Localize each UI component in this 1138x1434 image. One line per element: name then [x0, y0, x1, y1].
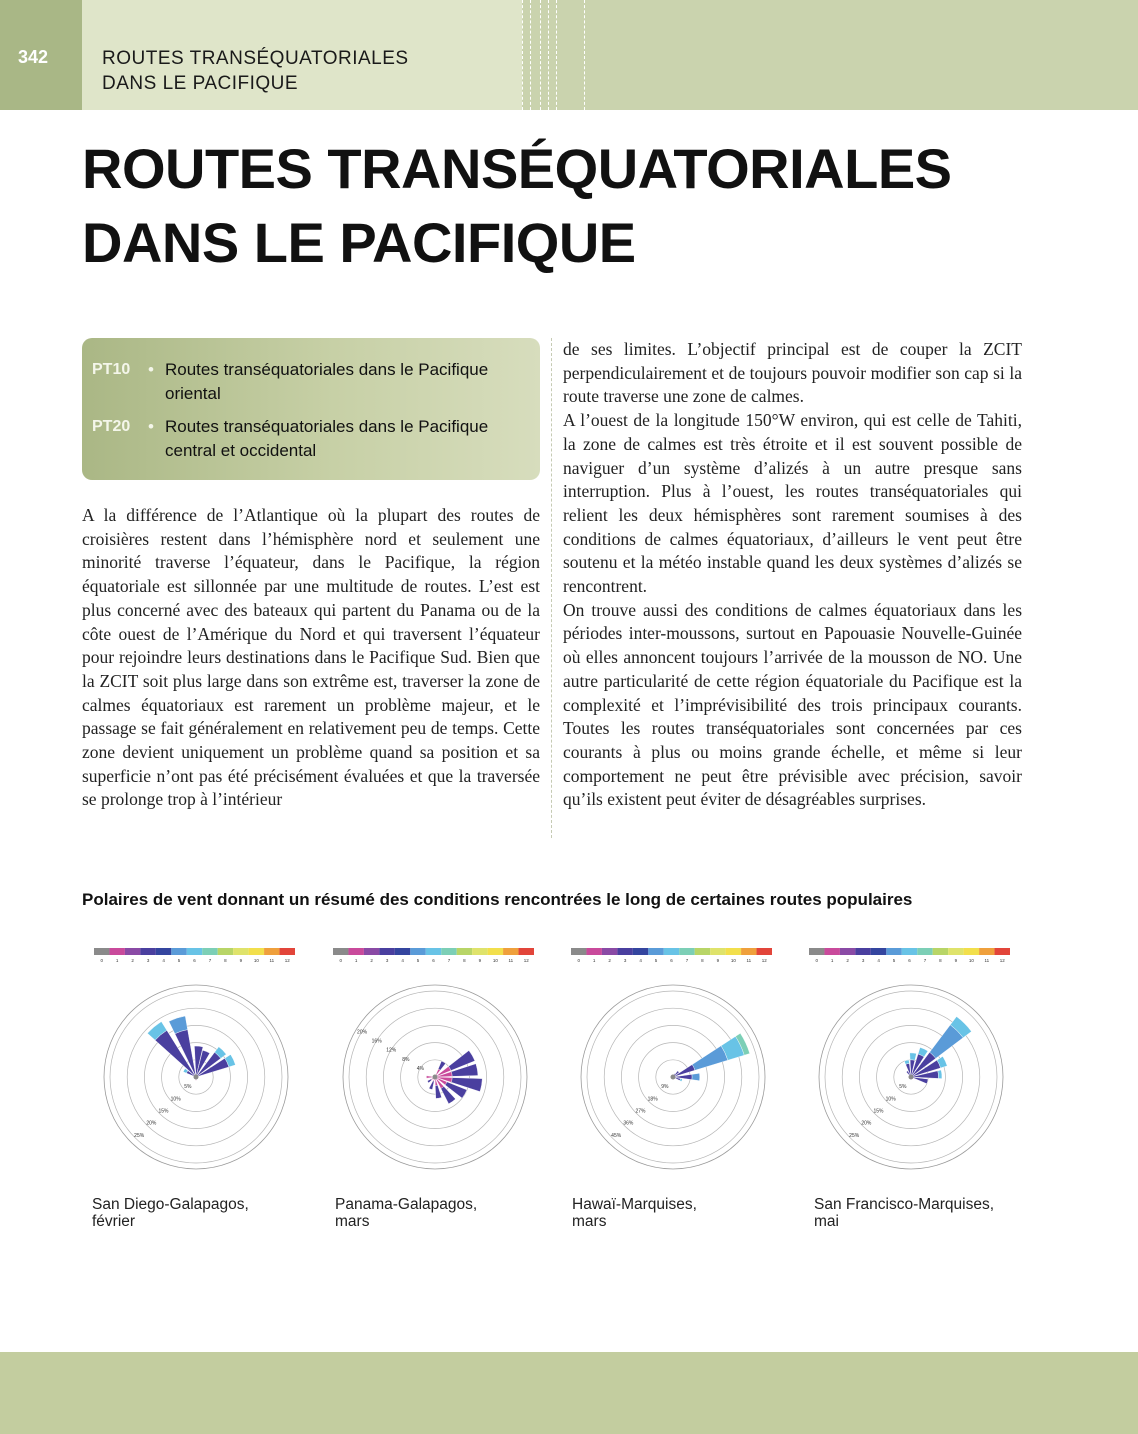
scale-label: 0: [100, 958, 103, 963]
scale-swatch: [633, 948, 648, 955]
scale-swatch: [886, 948, 901, 955]
scale-swatch: [333, 948, 348, 955]
ring-label: 45%: [611, 1132, 622, 1139]
route-text: Routes transéquatoriales dans le Pacifique oriental: [165, 360, 489, 403]
scale-label: 9: [239, 958, 243, 963]
chart-label-line1: San Diego-Galapagos,: [92, 1196, 249, 1213]
scale-swatch: [695, 948, 710, 955]
scale-label: 8: [463, 958, 466, 963]
scale-swatch: [379, 948, 394, 955]
ring-label: 5%: [184, 1084, 192, 1091]
route-text: Routes transéquatoriales dans le Pacifique central et occidental: [165, 417, 489, 460]
bullet-icon: •: [148, 417, 154, 436]
ring-label: 10%: [170, 1096, 181, 1103]
wind-polar-chart: [331, 944, 541, 1179]
scale-label: 7: [447, 958, 451, 963]
body-paragraph: de ses limites. L’objectif principal est de couper la ZCIT perpendiculairement et de toujours pouvoir modifier son cap si la route traverse une zone de calmes.: [563, 339, 1022, 407]
scale-label: 0: [815, 958, 818, 963]
scale-swatch: [348, 948, 363, 955]
body-column-right: [563, 338, 1022, 812]
scale-label: 4: [162, 958, 165, 963]
scale-swatch: [586, 948, 601, 955]
scale-label: 6: [193, 958, 196, 963]
scale-label: 3: [623, 958, 627, 963]
chart-label-line1: Hawaï-Marquises,: [572, 1196, 697, 1213]
scale-swatch: [187, 948, 202, 955]
scale-swatch: [871, 948, 886, 955]
wind-petal: [938, 1070, 942, 1079]
running-header: [82, 0, 522, 110]
scale-swatch: [571, 948, 586, 955]
scale-label: 6: [670, 958, 673, 963]
scale-swatch: [809, 948, 824, 955]
ring-label: 20%: [146, 1120, 157, 1127]
scale-swatch: [726, 948, 741, 955]
scale-label: 3: [861, 958, 865, 963]
bullet-icon: •: [148, 360, 154, 379]
chart-label-line2: mars: [572, 1213, 607, 1230]
calm-center: [909, 1075, 914, 1080]
chart-label: [814, 1196, 994, 1230]
scale-label: 12: [523, 958, 529, 963]
scale-label: 1: [115, 958, 119, 963]
scale-swatch: [855, 948, 870, 955]
scale-swatch: [933, 948, 948, 955]
title-line1: ROUTES TRANSÉQUATORIALES: [82, 137, 952, 200]
header-divider: [584, 0, 585, 110]
chart-label-line2: mai: [814, 1213, 839, 1230]
scale-label: 5: [654, 958, 658, 963]
scale-swatch: [488, 948, 503, 955]
scale-swatch: [995, 948, 1010, 955]
wind-polar-chart: [807, 944, 1017, 1179]
scale-swatch: [280, 948, 295, 955]
ring-label: 36%: [623, 1120, 634, 1127]
wind-petal: [910, 1053, 917, 1060]
running-title-line1: ROUTES TRANSÉQUATORIALES: [102, 48, 409, 69]
chart-label-line1: San Francisco-Marquises,: [814, 1196, 995, 1213]
polar-svg: [807, 944, 1017, 1179]
scale-swatch: [457, 948, 472, 955]
header-divider: [548, 0, 549, 110]
scale-swatch: [140, 948, 155, 955]
scale-label: 5: [416, 958, 420, 963]
polar-svg: [331, 944, 541, 1179]
wind-petal: [427, 1079, 432, 1083]
wind-petal: [911, 1077, 928, 1084]
running-title: [102, 46, 409, 96]
scale-swatch: [964, 948, 979, 955]
scale-swatch: [395, 948, 410, 955]
ring-label: 5%: [899, 1084, 907, 1091]
scale-label: 2: [131, 958, 134, 963]
scale-label: 4: [639, 958, 642, 963]
scale-label: 2: [608, 958, 611, 963]
ring-label: 10%: [885, 1096, 896, 1103]
scale-label: 6: [432, 958, 435, 963]
body-paragraph: A l’ouest de la longitude 150°W environ, qui est celle de Tahiti, la zone de calmes est très étroite et il est souvent possible de naviguer d’un système d’alizés à un autre presque sans interruption. Plus à l’ouest, les routes transéquatoriales qui relient les deux hémisphères sont rarement soumises à des conditions de calmes équatoriaux, d’ailleurs le vent peut être soutenu et la météo instable quand les deux systèmes d’alizés se rencontrent.: [563, 410, 1022, 597]
scale-swatch: [503, 948, 518, 955]
scale-label: 10: [492, 958, 498, 963]
page-number-box: [0, 0, 82, 110]
ring-label: 9%: [661, 1084, 669, 1091]
ring-label: 12%: [386, 1047, 397, 1054]
scale-label: 9: [716, 958, 720, 963]
scale-label: 4: [877, 958, 880, 963]
scale-swatch: [156, 948, 171, 955]
ring-label: 27%: [635, 1108, 646, 1115]
scale-label: 9: [954, 958, 958, 963]
scale-label: 1: [354, 958, 358, 963]
ring-label: 15%: [158, 1108, 169, 1115]
title-line2: DANS LE PACIFIQUE: [82, 211, 636, 274]
scale-label: 10: [253, 958, 259, 963]
scale-label: 3: [146, 958, 150, 963]
scale-label: 11: [984, 958, 990, 963]
ring-label: 4%: [416, 1065, 425, 1072]
ring-label: 20%: [861, 1120, 872, 1127]
scale-swatch: [441, 948, 456, 955]
route-code: PT20: [92, 418, 131, 435]
scale-label: 5: [892, 958, 896, 963]
scale-label: 12: [761, 958, 767, 963]
scale-label: 11: [508, 958, 514, 963]
scale-swatch: [979, 948, 994, 955]
scale-swatch: [679, 948, 694, 955]
body-paragraph: On trouve aussi des conditions de calmes équatoriaux dans les périodes inter-moussons, surtout en Papouasie Nouvelle-Guinée où elles annoncent toujours l’arrivée de la mousson de NO. Une autre particularité de cette région équatoriale du Pacifique est la complexité et l’imprévisibilité des trois principaux courants. Toutes les routes transéquatoriales sont concernées par ces courants à plus ou moins grande échelle, et même si leur comportement ne peut être prévisible avec précision, savoir qu’ils existent peut éviter de désagréables surprises.: [563, 599, 1022, 810]
scale-label: 1: [592, 958, 596, 963]
calm-center: [194, 1075, 199, 1080]
scale-label: 0: [339, 958, 342, 963]
route-code: PT10: [92, 361, 131, 378]
chart-label-line2: février: [92, 1213, 136, 1230]
scale-swatch: [741, 948, 756, 955]
scale-swatch: [472, 948, 487, 955]
scale-swatch: [233, 948, 248, 955]
figure-caption: Polaires de vent donnant un résumé des conditions rencontrées le long de certaines routes populaires: [82, 890, 913, 909]
scale-label: 11: [269, 958, 275, 963]
scale-swatch: [710, 948, 725, 955]
scale-swatch: [109, 948, 124, 955]
scale-swatch: [840, 948, 855, 955]
scale-swatch: [202, 948, 217, 955]
scale-label: 9: [478, 958, 482, 963]
body-paragraph: A la différence de l’Atlantique où la plupart des routes de croisières restent dans l’hémisphère nord et seulement une minorité traverse l’équateur, dans le Pacifique, la région équatoriale est sillonnée par une multitude de routes. L’est est plus concerné avec des bateaux qui partent du Panama ou de la côte ouest de l’Amérique du Nord et qui traversent l’équateur pour rejoindre leurs destinations dans le Pacifique Sud. Bien que la ZCIT soit plus large dans son extrême est, traverser la zone de calmes équatoriaux est rarement un problème majeur, et le passage se fait généralement en relativement peu de temps. Cette zone devient uniquement un problème quand sa position et sa superficie n’ont pas été précisément évaluées et que la traversée se prolonge trop à l’intérieur: [82, 505, 540, 810]
scale-label: 2: [846, 958, 849, 963]
wind-polar-chart: [569, 944, 779, 1179]
scale-label: 7: [685, 958, 689, 963]
scale-label: 12: [999, 958, 1005, 963]
scale-label: 4: [401, 958, 404, 963]
scale-label: 1: [830, 958, 834, 963]
page-title: [82, 132, 952, 280]
body-column-left: [82, 504, 540, 812]
wind-polar-chart: [92, 944, 302, 1179]
column-divider: [551, 338, 552, 838]
scale-label: 0: [577, 958, 580, 963]
header-divider: [530, 0, 531, 110]
scale-label: 3: [385, 958, 389, 963]
ring-label: 25%: [134, 1132, 145, 1139]
scale-swatch: [757, 948, 772, 955]
chart-label: [572, 1196, 697, 1230]
calm-center: [433, 1075, 438, 1080]
wind-petal: [692, 1046, 728, 1071]
header-divider: [556, 0, 557, 110]
scale-label: 10: [730, 958, 736, 963]
scale-label: 8: [224, 958, 227, 963]
polar-svg: [569, 944, 779, 1179]
scale-label: 8: [939, 958, 942, 963]
ring-label: 18%: [647, 1096, 658, 1103]
scale-swatch: [125, 948, 140, 955]
chart-label-line2: mars: [335, 1213, 370, 1230]
scale-swatch: [94, 948, 109, 955]
header-divider: [540, 0, 541, 110]
scale-swatch: [617, 948, 632, 955]
scale-label: 5: [177, 958, 181, 963]
ring-label: 16%: [371, 1038, 382, 1045]
scale-swatch: [902, 948, 917, 955]
scale-label: 12: [284, 958, 290, 963]
wind-petal: [438, 1061, 445, 1070]
route-box: [82, 338, 540, 480]
ring-label: 25%: [849, 1132, 860, 1139]
ring-label: 15%: [873, 1108, 884, 1115]
chart-label-line1: Panama-Galapagos,: [335, 1196, 478, 1213]
scale-swatch: [218, 948, 233, 955]
scale-swatch: [648, 948, 663, 955]
scale-label: 7: [208, 958, 212, 963]
ring-label: 8%: [402, 1056, 410, 1063]
chart-label: [92, 1196, 249, 1230]
scale-swatch: [410, 948, 425, 955]
running-title-line2: DANS LE PACIFIQUE: [102, 73, 299, 94]
header-divider: [522, 0, 523, 110]
scale-swatch: [364, 948, 379, 955]
calm-center: [671, 1075, 676, 1080]
scale-label: 2: [370, 958, 373, 963]
page-number: 342: [18, 47, 49, 67]
scale-swatch: [249, 948, 264, 955]
scale-swatch: [426, 948, 441, 955]
scale-swatch: [824, 948, 839, 955]
scale-swatch: [171, 948, 186, 955]
scale-label: 6: [908, 958, 911, 963]
ring-label: 20%: [357, 1029, 368, 1036]
scale-swatch: [264, 948, 279, 955]
polar-svg: [92, 944, 302, 1179]
chart-label: [335, 1196, 477, 1230]
scale-swatch: [519, 948, 534, 955]
footer-band: [0, 1352, 1138, 1434]
wind-petal: [692, 1073, 700, 1080]
scale-swatch: [948, 948, 963, 955]
scale-swatch: [664, 948, 679, 955]
scale-label: 11: [746, 958, 752, 963]
scale-swatch: [602, 948, 617, 955]
scale-label: 8: [701, 958, 704, 963]
scale-label: 7: [923, 958, 927, 963]
scale-swatch: [917, 948, 932, 955]
scale-label: 10: [968, 958, 974, 963]
